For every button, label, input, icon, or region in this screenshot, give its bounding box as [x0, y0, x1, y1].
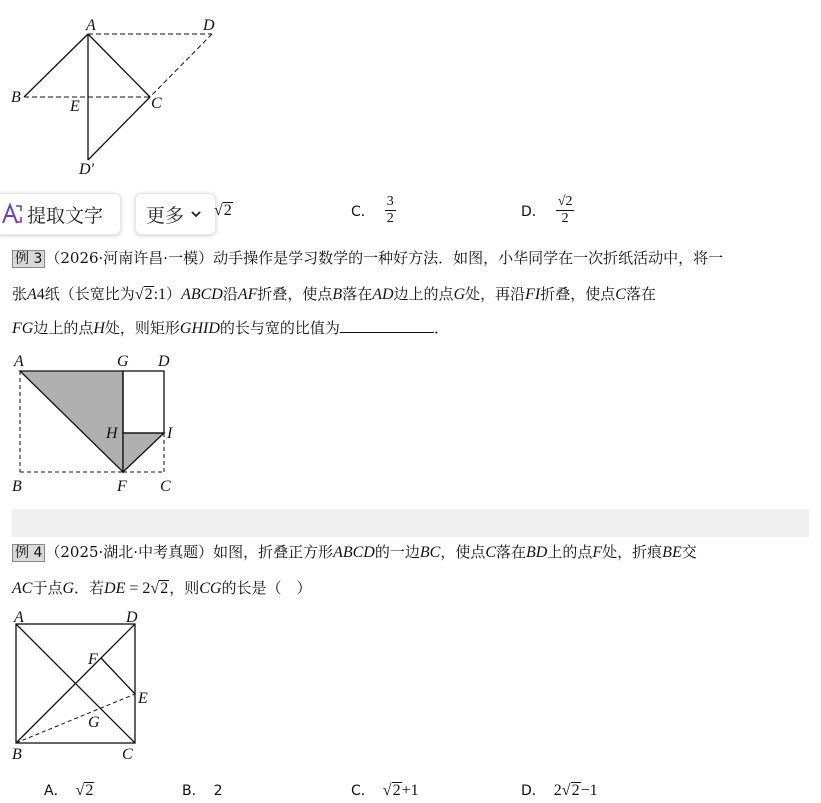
fig1-label-a: A [86, 17, 96, 34]
fig2-label-h: H [106, 425, 118, 442]
more-button[interactable] [135, 193, 216, 235]
q4-option-a[interactable]: A． √2 [44, 782, 94, 799]
fig2-label-a: A [14, 353, 24, 370]
fig3-label-a: A [14, 610, 24, 626]
figure-3-square-fold [0, 610, 170, 765]
fig3-label-e: E [138, 690, 148, 707]
text-recognition-icon [1, 202, 23, 226]
fig2-label-b: B [12, 478, 22, 495]
fig2-label-d: D [158, 353, 170, 370]
fig1-label-c: C [151, 95, 162, 112]
answer-blank[interactable] [340, 318, 434, 333]
fig3-label-d: D [126, 610, 138, 626]
fig1-label-dprime: D′ [79, 161, 95, 178]
fig2-label-i: I [167, 425, 173, 442]
example3-tag: 例 3 [12, 250, 45, 268]
more-label: 更多 [146, 204, 185, 227]
fig3-label-c: C [122, 746, 133, 763]
example3-line3: FG边上的点H处，则矩形GHID的长与宽的比值为 ． [12, 319, 449, 337]
q2-option-d: D． $\frac{√2}{2}$ [521, 194, 573, 226]
q2-option-a-tail: √2 [214, 202, 232, 219]
chevron-down-icon [190, 209, 202, 219]
q2-option-c: C． $\frac{3}{2}$ [351, 194, 394, 226]
fig3-label-g: G [88, 714, 100, 731]
example4-line2: AC于点G．若DE = 2√2，则CG的长是（ ） [12, 579, 312, 597]
figure-1-kite [0, 0, 240, 185]
fig3-label-f: F [88, 651, 98, 668]
fig1-label-d: D [203, 17, 215, 34]
example4-tag: 例 4 [12, 544, 45, 562]
q4-option-d[interactable]: D． 2√2−1 [521, 782, 598, 799]
example3-line2: 张A4纸（长宽比为√2:1）ABCD沿AF折叠，使点B落在AD边上的点G处，再沿FI折叠，使点C落在 [12, 285, 656, 303]
fig1-label-b: B [11, 89, 21, 106]
figure-2-rectangle-fold [0, 348, 200, 498]
fig3-label-b: B [12, 746, 22, 763]
section-separator [12, 509, 809, 537]
example4-line1: 例 4 （2025·湖北·中考真题）如图，折叠正方形ABCD的一边BC，使点C落在BD上的点F处，折痕BE交 [12, 542, 697, 563]
extract-text-label: 提取文字 [27, 204, 104, 227]
example3-line1: 例 3 （2026·河南许昌·一模）动手操作是学习数学的一种好方法．如图，小华同学在一次折纸活动中，将一 [12, 248, 723, 269]
q4-option-b[interactable]: B． 2 [182, 783, 223, 799]
q4-option-c[interactable]: C． √2+1 [351, 782, 419, 799]
fig2-label-f: F [117, 478, 127, 495]
fig1-label-e: E [70, 98, 80, 115]
extract-text-button[interactable] [0, 193, 121, 235]
fig2-label-g: G [117, 353, 129, 370]
fig2-label-c: C [160, 478, 171, 495]
